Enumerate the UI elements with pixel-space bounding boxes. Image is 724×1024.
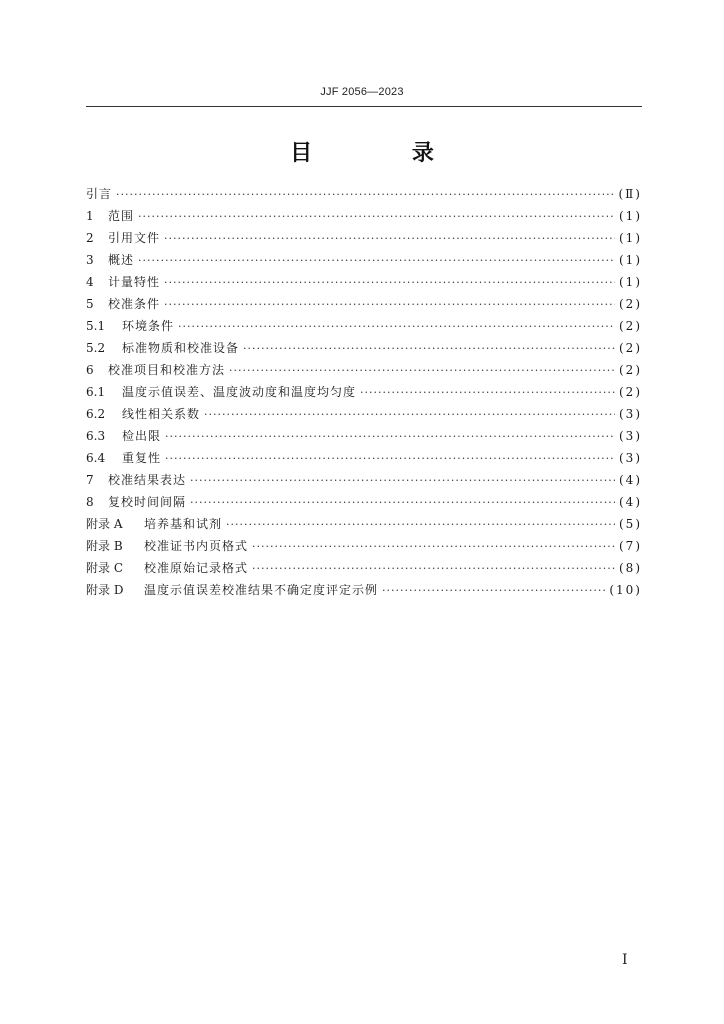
toc-entry-page: (1) [619, 253, 642, 267]
toc-entry-number: 3 [86, 253, 94, 267]
toc-entry-text: 概述 [108, 253, 135, 267]
toc-entry-7[interactable] [86, 469, 642, 491]
toc-entry-text: 校准证书内页格式 [144, 539, 249, 553]
toc-entry-text: 标准物质和校准设备 [122, 341, 240, 355]
toc-entry-text: 计量特性 [108, 275, 161, 289]
leader-dots [138, 206, 615, 228]
toc-entry-8[interactable] [86, 491, 642, 513]
toc-entry-number: 6.1 [86, 385, 106, 399]
toc-entry-page: (4) [619, 473, 642, 487]
toc-entry-number: 附录 C [86, 561, 123, 575]
toc-entry-page: (7) [619, 539, 642, 553]
toc-entry-text: 范围 [108, 209, 135, 223]
toc-entry-appendix-d[interactable] [86, 579, 642, 601]
toc-entry-appendix-b[interactable] [86, 535, 642, 557]
leader-dots [116, 184, 614, 206]
leader-dots [190, 470, 615, 492]
toc-entry-number: 7 [86, 473, 94, 487]
toc-entry-number: 8 [86, 495, 94, 509]
toc-entry-text: 引用文件 [108, 231, 161, 245]
toc-entry-number: 6.2 [86, 407, 106, 421]
toc-entry-number: 5.2 [86, 341, 106, 355]
leader-dots [138, 250, 615, 272]
toc-entry-page: (1) [619, 231, 642, 245]
leader-dots [164, 272, 615, 294]
toc-entry-text: 环境条件 [122, 319, 175, 333]
toc-entry-6-4[interactable] [86, 447, 642, 469]
toc-entry-text: 温度示值误差校准结果不确定度评定示例 [144, 583, 379, 597]
toc-entry-6-3[interactable] [86, 425, 642, 447]
toc-entry-2[interactable] [86, 227, 642, 249]
toc-entry-page: (3) [619, 429, 642, 443]
toc-entry-text: 校准结果表达 [108, 473, 187, 487]
leader-dots [204, 404, 615, 426]
toc-entry-6[interactable] [86, 359, 642, 381]
toc-entry-number: 4 [86, 275, 94, 289]
standard-code: JJF 2056—2023 [320, 86, 404, 98]
leader-dots [226, 514, 615, 536]
leader-dots [190, 492, 615, 514]
page-number: I [622, 952, 628, 968]
toc-entry-text: 温度示值误差、温度波动度和温度均匀度 [122, 385, 357, 399]
header-rule [86, 106, 642, 107]
toc-entry-text: 培养基和试剂 [144, 517, 223, 531]
toc-entry-text: 校准原始记录格式 [144, 561, 249, 575]
toc-entry-page: (Ⅱ) [618, 187, 642, 201]
toc-entry-text: 校准条件 [108, 297, 161, 311]
toc-entry-appendix-a[interactable] [86, 513, 642, 535]
toc-entry-introduction[interactable] [86, 183, 642, 205]
toc-entry-text: 引言 [86, 187, 113, 201]
toc-entry-number: 5 [86, 297, 94, 311]
leader-dots [252, 536, 615, 558]
toc-entry-number: 附录 A [86, 517, 123, 531]
toc-entry-number: 1 [86, 209, 94, 223]
leader-dots [229, 360, 615, 382]
toc-entry-5-2[interactable] [86, 337, 642, 359]
toc-entry-4[interactable] [86, 271, 642, 293]
toc-entry-text: 线性相关系数 [122, 407, 201, 421]
leader-dots [178, 316, 615, 338]
leader-dots [243, 338, 615, 360]
toc-entry-page: (3) [619, 407, 642, 421]
toc-entry-number: 6.3 [86, 429, 106, 443]
toc-entry-page: (1) [619, 275, 642, 289]
leader-dots [382, 580, 605, 602]
table-of-contents [86, 183, 642, 601]
toc-entry-page: (5) [619, 517, 642, 531]
toc-entry-3[interactable] [86, 249, 642, 271]
leader-dots [165, 426, 615, 448]
toc-entry-page: (2) [619, 385, 642, 399]
toc-entry-page: (2) [619, 363, 642, 377]
toc-entry-page: (8) [619, 561, 642, 575]
toc-entry-number: 6 [86, 363, 94, 377]
toc-entry-number: 2 [86, 231, 94, 245]
toc-entry-page: (4) [619, 495, 642, 509]
toc-entry-text: 校准项目和校准方法 [108, 363, 226, 377]
leader-dots [252, 558, 615, 580]
toc-entry-number: 附录 B [86, 539, 123, 553]
toc-entry-6-2[interactable] [86, 403, 642, 425]
toc-entry-number: 5.1 [86, 319, 106, 333]
toc-entry-page: (10) [609, 583, 642, 597]
toc-entry-text: 重复性 [122, 451, 162, 465]
toc-entry-page: (2) [619, 319, 642, 333]
toc-entry-page: (2) [619, 297, 642, 311]
toc-entry-5-1[interactable] [86, 315, 642, 337]
toc-entry-page: (2) [619, 341, 642, 355]
leader-dots [360, 382, 615, 404]
toc-entry-page: (1) [619, 209, 642, 223]
toc-entry-page: (3) [619, 451, 642, 465]
leader-dots [164, 294, 615, 316]
toc-entry-appendix-c[interactable] [86, 557, 642, 579]
leader-dots [164, 228, 615, 250]
toc-entry-1[interactable] [86, 205, 642, 227]
toc-title: 目 录 [290, 141, 480, 166]
toc-entry-number: 附录 D [86, 583, 124, 597]
toc-entry-6-1[interactable] [86, 381, 642, 403]
toc-entry-text: 复校时间间隔 [108, 495, 187, 509]
toc-entry-text: 检出限 [122, 429, 162, 443]
toc-entry-5[interactable] [86, 293, 642, 315]
toc-entry-number: 6.4 [86, 451, 106, 465]
leader-dots [165, 448, 615, 470]
